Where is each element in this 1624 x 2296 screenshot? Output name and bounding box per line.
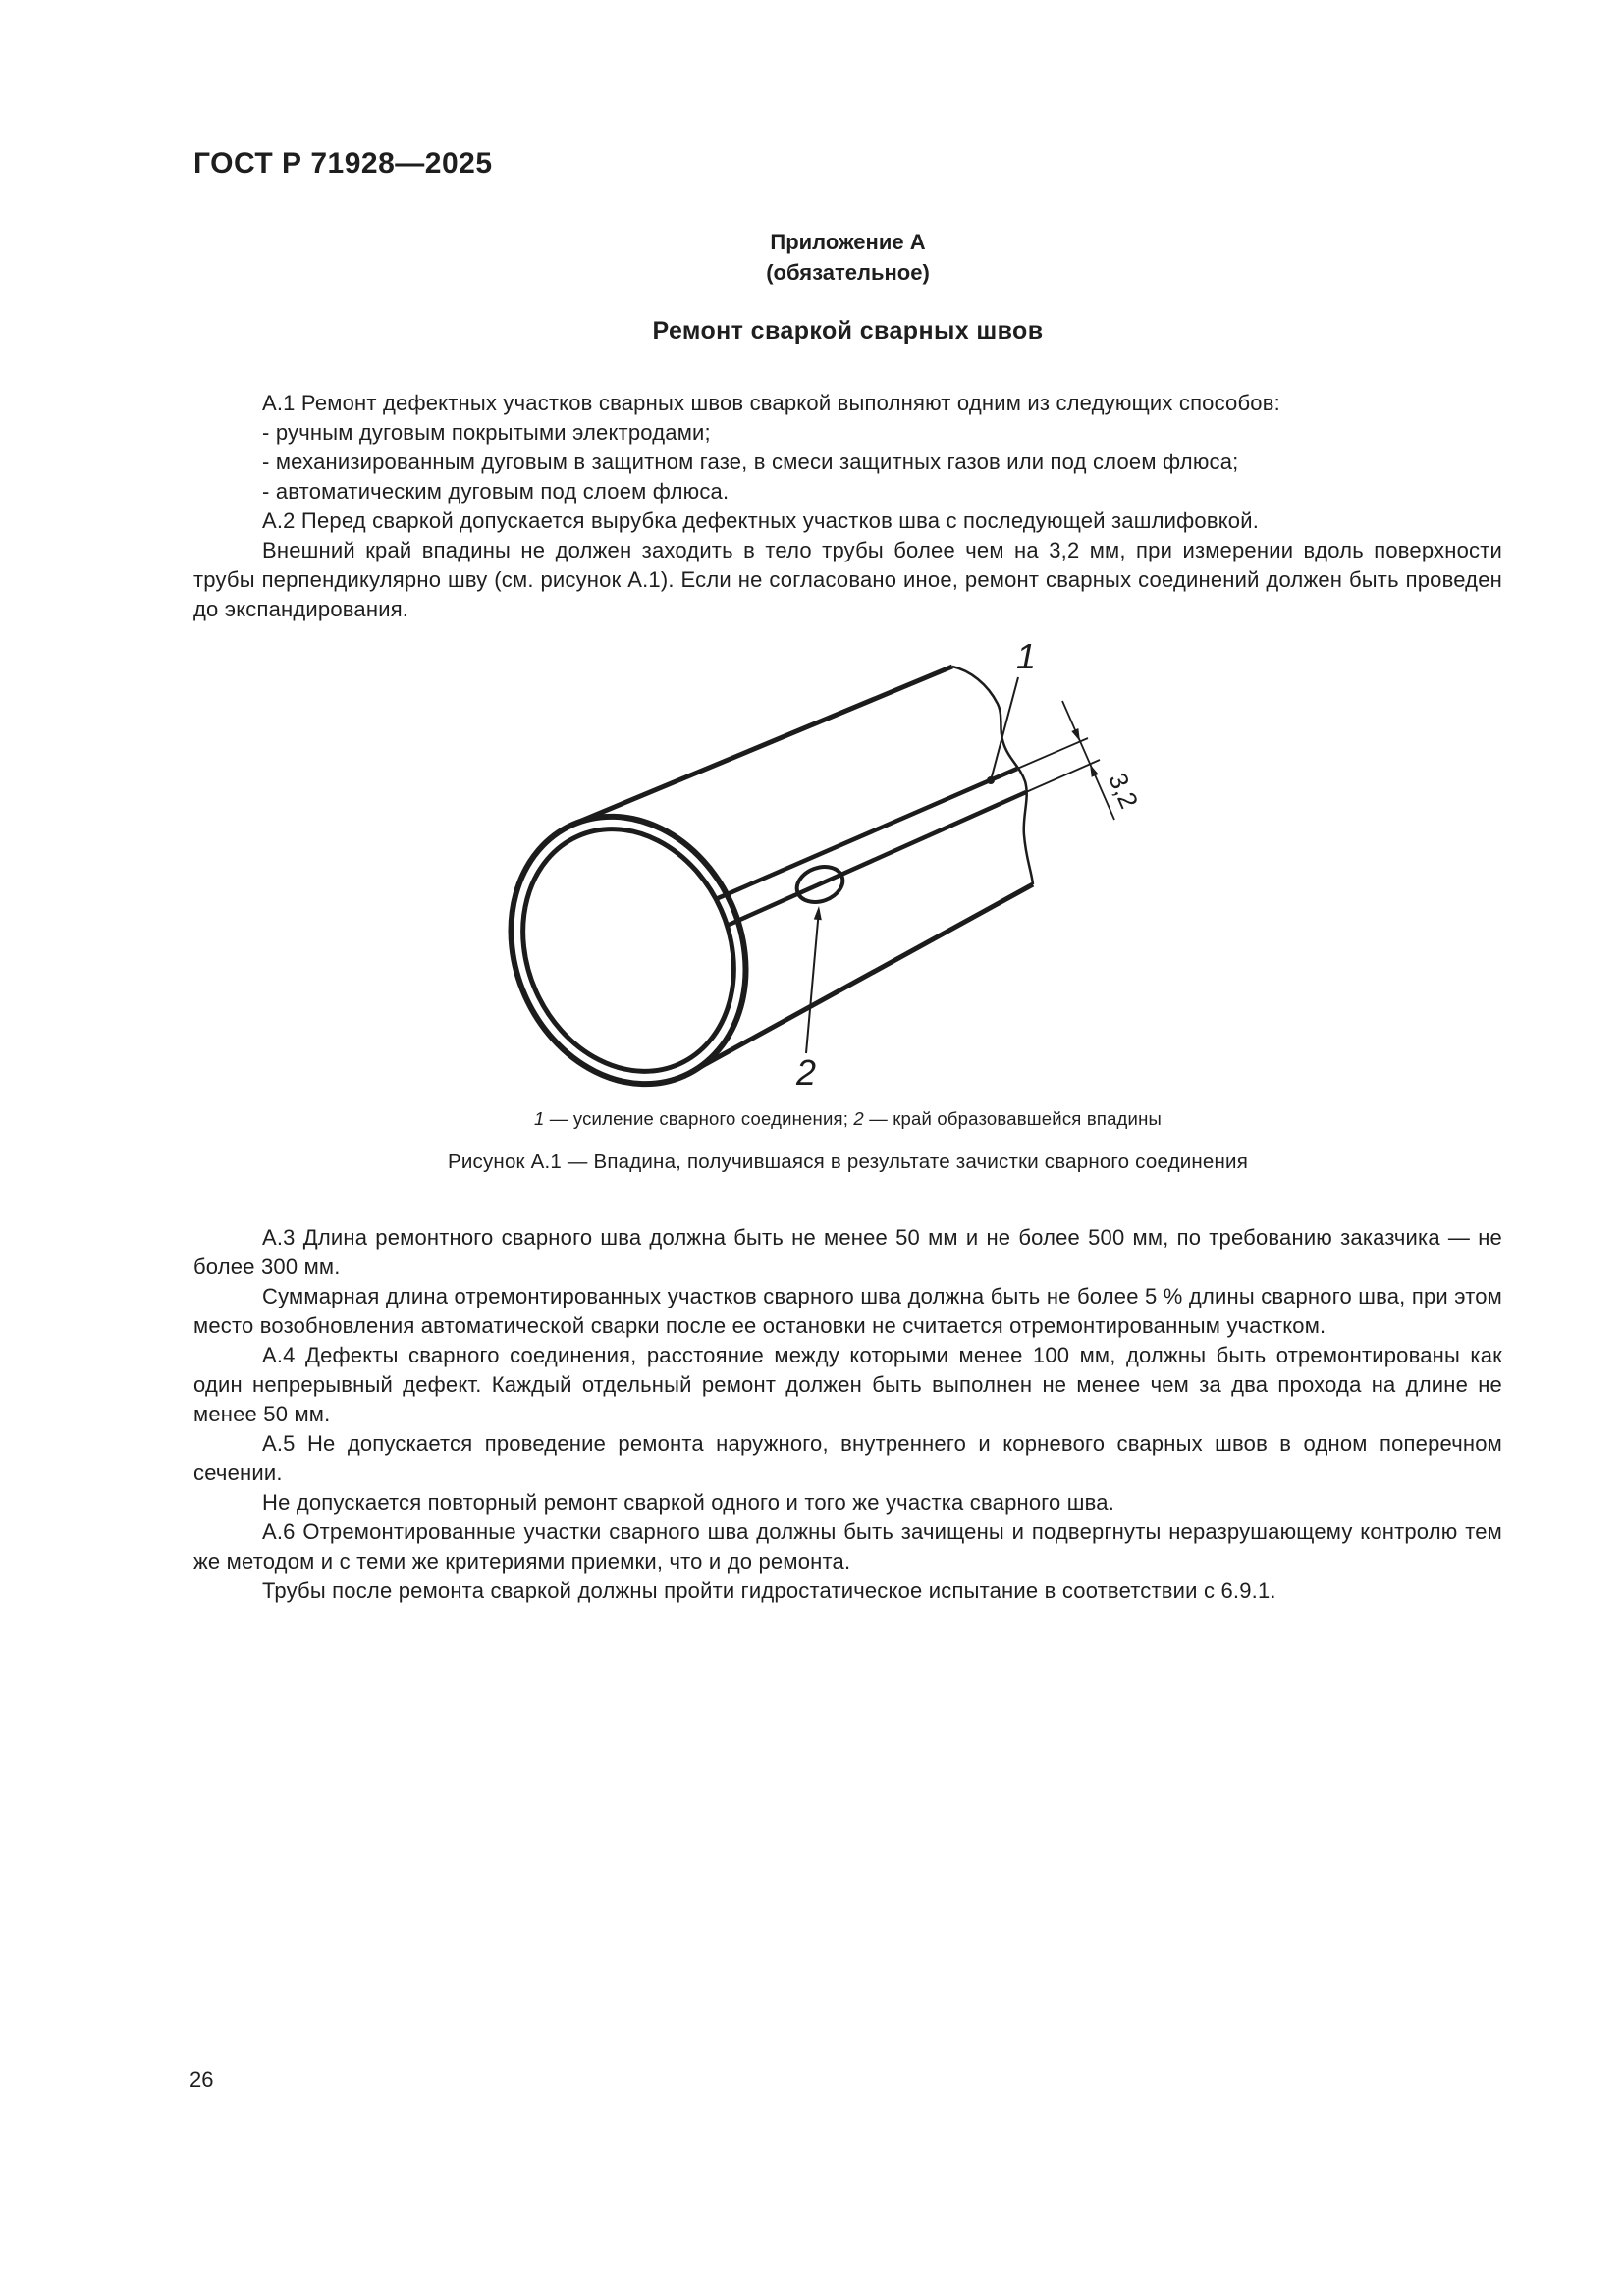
list-item-mechanized-arc: - механизированным дуговым в защитном газе, в смеси защитных газов или под слоем флюса; <box>262 450 1239 474</box>
paragraph-a6: А.6 Отремонтированные участки сварного шва должны быть зачищены и подвергнуты неразрушающему контролю тем же методом и с теми же критериями приемки, что и до ремонта. <box>193 1520 1502 1574</box>
leader-dot-1 <box>987 776 995 784</box>
dimension-line <box>1062 701 1114 820</box>
caption-item1-text: — усиление сварного соединения; <box>544 1108 854 1129</box>
pipe-end-inner-ellipse <box>485 795 772 1104</box>
list-item-manual-arc: - ручным дуговым покрытыми электродами; <box>262 420 711 445</box>
pipe-top-edge <box>574 667 952 824</box>
appendix-kind: (обязательное) <box>766 260 930 285</box>
list-item-automatic-arc: - автоматическим дуговым под слоем флюса. <box>262 479 730 504</box>
caption-item1-number: 1 <box>533 1108 545 1129</box>
figure-label-2: 2 <box>795 1052 817 1093</box>
paragraph-a6-hydrotest: Трубы после ремонта сваркой должны пройти гидростатическое испытание в соответствии с 6.9.1. <box>262 1578 1276 1603</box>
appendix-label: Приложение А <box>770 230 926 254</box>
weld-seam-upper-line <box>716 769 1017 899</box>
paragraph-a1: А.1 Ремонт дефектных участков сварных швов сваркой выполняют одним из следующих способов: <box>262 391 1280 415</box>
paragraph-a3: А.3 Длина ремонтного сварного шва должна быть не менее 50 мм и не более 500 мм, по требованию заказчика — не более 300 мм. <box>193 1225 1502 1279</box>
pipe-bottom-edge <box>691 884 1033 1072</box>
leader-line-1 <box>991 677 1018 780</box>
weld-seam-lower-line <box>727 792 1026 926</box>
figure-label-1: 1 <box>1015 636 1037 676</box>
dimension-arrow-lower <box>1090 764 1099 776</box>
appendix-title: Ремонт сваркой сварных швов <box>652 317 1044 345</box>
figure-caption <box>193 1108 1502 1130</box>
paragraph-a5-repeat-repair: Не допускается повторный ремонт сваркой одного и того же участка сварного шва. <box>262 1490 1115 1515</box>
paragraph-a2: А.2 Перед сваркой допускается вырубка дефектных участков шва с последующей зашлифовкой. <box>262 508 1260 533</box>
weld-seam-lower-extension <box>1026 760 1100 792</box>
dimension-arrow-upper <box>1071 728 1080 741</box>
paragraph-a5: А.5 Не допускается проведение ремонта наружного, внутреннего и корневого сварных швов в одном поперечном сечении. <box>193 1431 1502 1485</box>
pipe-weld-diagram <box>452 621 1178 1104</box>
leader-arrow-2 <box>814 906 822 920</box>
paragraph-a2-continued: Внешний край впадины не должен заходить в тело трубы более чем на 3,2 мм, при измерении вдоль поверхности трубы перпендикулярно шву (см. рисунок А.1). Если не согласовано иное, ремонт сварных соединений должен быть проведен до экспандирования. <box>193 538 1502 621</box>
figure-a1-drawing <box>452 621 1178 1104</box>
body-text-bottom <box>193 1223 1502 1606</box>
pipe-end-outer-ellipse <box>469 778 787 1104</box>
body-text-top <box>193 389 1502 624</box>
document-code: ГОСТ Р 71928—2025 <box>193 147 493 180</box>
weld-seam-upper-extension <box>1017 738 1088 769</box>
figure-title: Рисунок А.1 — Впадина, получившаяся в результате зачистки сварного соединения <box>448 1150 1248 1173</box>
dimension-value-label: 3,2 <box>1103 768 1145 813</box>
paragraph-a4: А.4 Дефекты сварного соединения, расстояние между которыми менее 100 мм, должны быть отремонтированы как один непрерывный дефект. Каждый отдельный ремонт должен быть выполнен не менее чем за два прохода на длине не менее 50 мм. <box>193 1343 1502 1426</box>
caption-item2-text: — край образовавшейся впадины <box>863 1108 1163 1129</box>
page-number: 26 <box>189 2067 214 2092</box>
caption-item2-number: 2 <box>853 1108 864 1129</box>
paragraph-a3-total-length: Суммарная длина отремонтированных участков сварного шва должна быть не более 5 % длины сварного шва, при этом место возобновления автоматической сварки после ее остановки не считается отремонтированным участком. <box>193 1284 1502 1338</box>
appendix-heading <box>193 227 1502 288</box>
leader-line-2 <box>806 910 819 1053</box>
